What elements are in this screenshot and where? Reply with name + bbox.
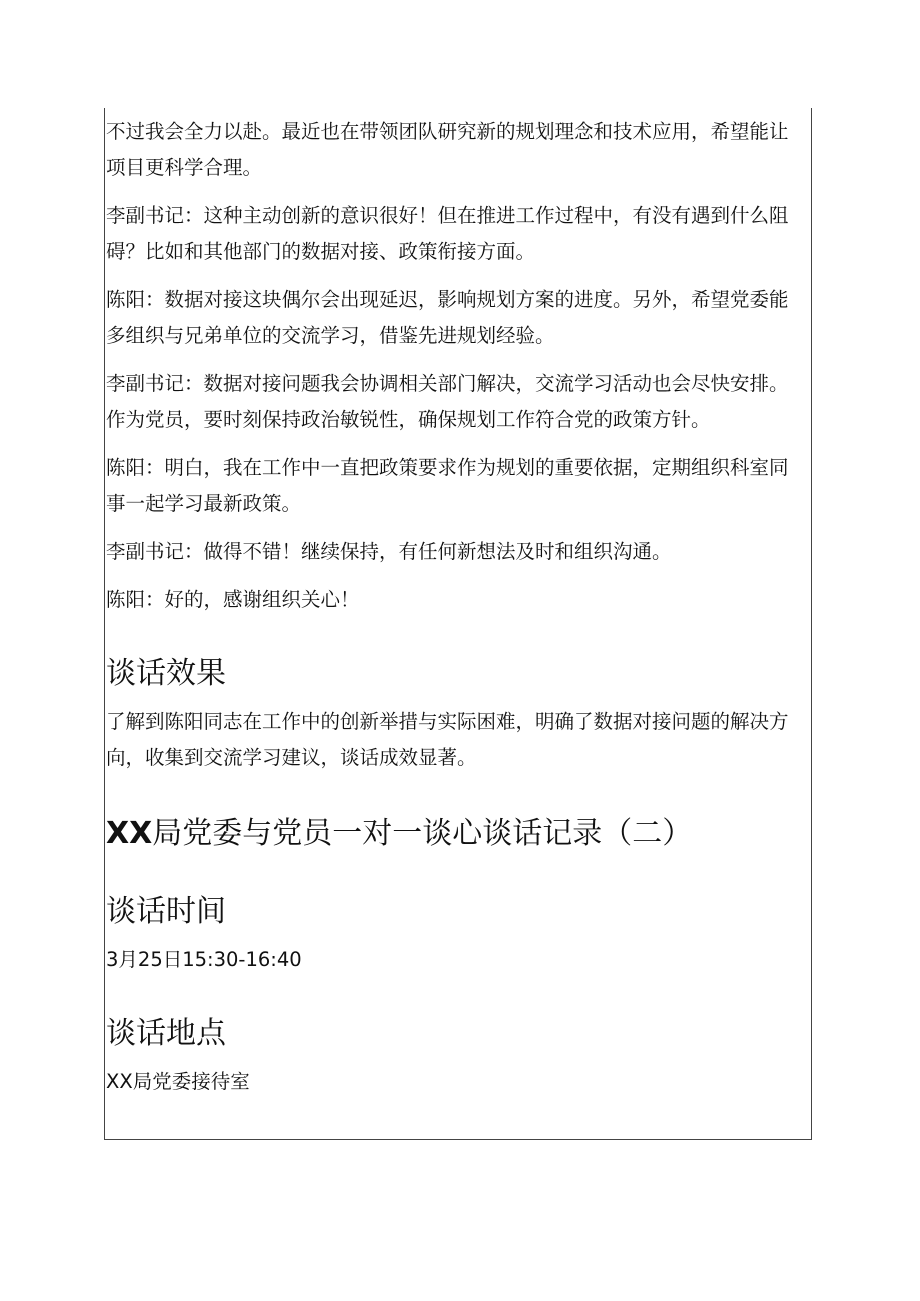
place-heading: 谈话地点 <box>106 1016 226 1051</box>
dialogue-paragraph: 李副书记：这种主动创新的意识很好！但在推进工作过程中，有没有遇到什么阻碍？比如和其他部门的数据对接、政策衔接方面。 <box>106 204 789 263</box>
dialogue-paragraph: 不过我会全力以赴。最近也在带领团队研究新的规划理念和技术应用，希望能让项目更科学合理。 <box>106 120 789 179</box>
effect-heading: 谈话效果 <box>106 656 226 691</box>
dialogue-paragraph: 陈阳：好的，感谢组织关心！ <box>106 588 360 611</box>
time-heading: 谈话时间 <box>106 894 226 929</box>
time-value: 3月25日15:30-16:40 <box>106 948 302 971</box>
record-two-title-rest: 局党委与党员一对一谈心谈话记录（二） <box>152 816 693 851</box>
record-two-title <box>106 812 802 856</box>
document-body <box>106 114 802 1100</box>
dialogue-paragraph: 陈阳：数据对接这块偶尔会出现延迟，影响规划方案的进度。另外，希望党委能多组织与兄弟单位的交流学习，借鉴先进规划经验。 <box>106 288 789 347</box>
dialogue-paragraph: 陈阳：明白，我在工作中一直把政策要求作为规划的重要依据，定期组织科室同事一起学习最新政策。 <box>106 456 789 515</box>
record-two-title-prefix: XX <box>106 816 153 851</box>
dialogue-paragraph: 李副书记：数据对接问题我会协调相关部门解决，交流学习活动也会尽快安排。作为党员，要时刻保持政治敏锐性，确保规划工作符合党的政策方针。 <box>106 372 789 431</box>
place-value: XX局党委接待室 <box>106 1070 250 1093</box>
effect-text: 了解到陈阳同志在工作中的创新举措与实际困难，明确了数据对接问题的解决方向，收集到交流学习建议，谈话成效显著。 <box>106 710 789 769</box>
dialogue-paragraph: 李副书记：做得不错！继续保持，有任何新想法及时和组织沟通。 <box>106 540 672 563</box>
